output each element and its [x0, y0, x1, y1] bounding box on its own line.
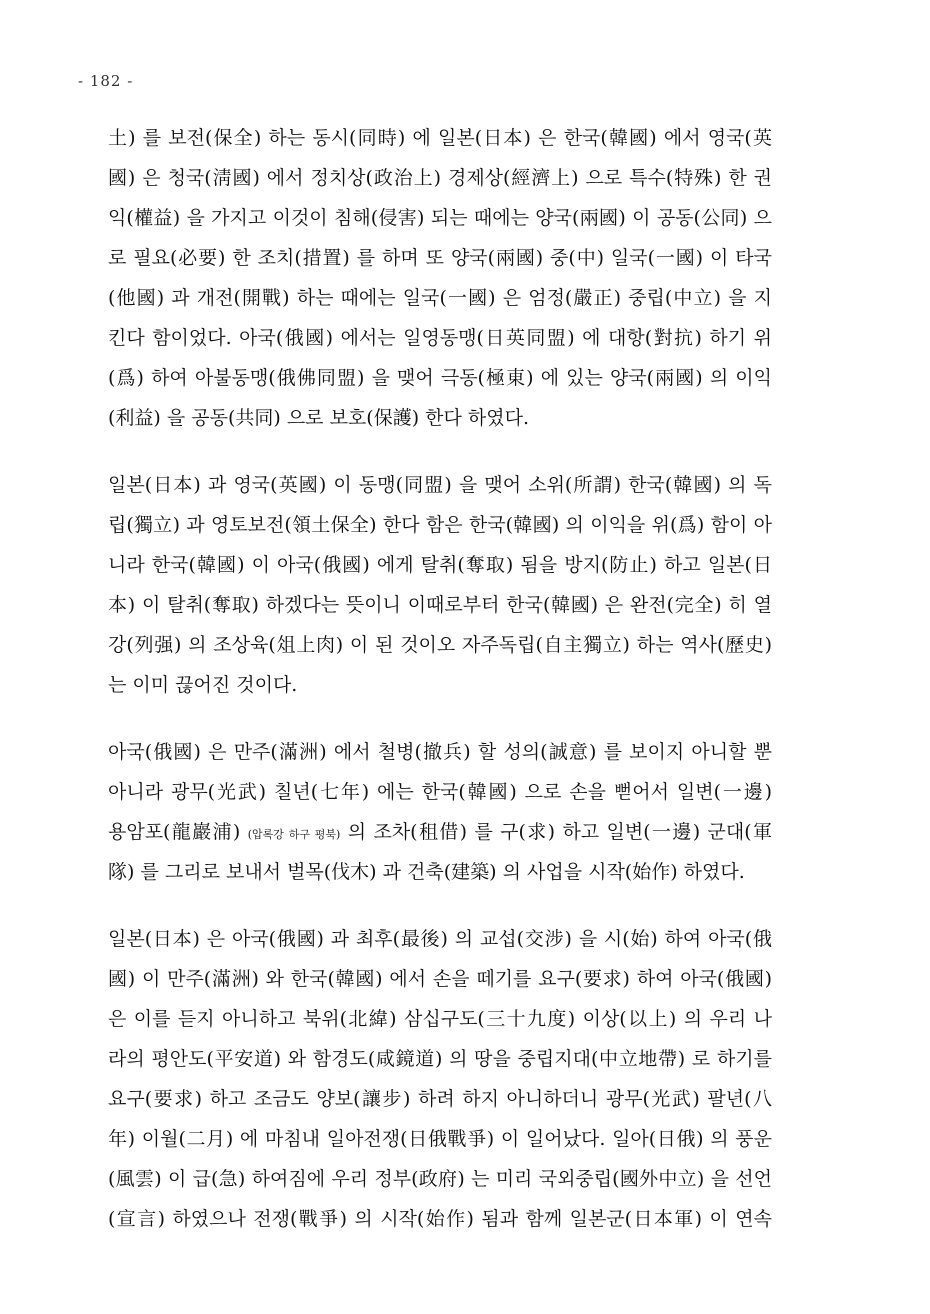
- paragraph-2: [108, 465, 772, 705]
- small-annotation: (압록강 하구 평북): [247, 828, 341, 841]
- text-line: 일본(日本) 은 아국(俄國) 과 최후(最後) 의 교섭(交涉) 을 시(始) 하여 아국(俄: [108, 928, 772, 950]
- text-line: 土) 를 보전(保全) 하는 동시(同時) 에 일본(日本) 은 한국(韓國) 에서 영국(英: [108, 127, 772, 149]
- page-body: [108, 118, 772, 1266]
- text-line: (爲) 하여 아불동맹(俄佛同盟) 을 맺어 극동(極東) 에 있는 양국(兩國) 의 이익: [108, 367, 772, 389]
- text-line: 國) 이 만주(滿洲) 와 한국(韓國) 에서 손을 떼기를 요구(要求) 하여 아국(俄國): [108, 968, 772, 990]
- paragraph-3: [108, 732, 772, 892]
- text-line: 아국(俄國) 은 만주(滿洲) 에서 철병(撤兵) 할 성의(誠意) 를 보이지 아니할 뿐: [108, 741, 772, 763]
- text-line: (風雲) 이 급(急) 하여짐에 우리 정부(政府) 는 미리 국외중립(國外中立) 을 선언: [108, 1168, 772, 1190]
- text-segment: 용암포(龍巖浦): [108, 821, 241, 843]
- text-line: 립(獨立) 과 영토보전(領土保全) 한다 함은 한국(韓國) 의 이익을 위(爲) 함이 아: [108, 514, 772, 536]
- text-line: 라의 평안도(平安道) 와 함경도(咸鏡道) 의 땅을 중립지대(中立地帶) 로 하기를: [108, 1048, 772, 1070]
- text-line: 는 이미 끊어진 것이다.: [108, 674, 298, 696]
- text-line-with-note: [108, 812, 772, 852]
- text-line: 國) 은 청국(淸國) 에서 정치상(政治上) 경제상(經濟上) 으로 특수(特殊) 한 권: [108, 167, 772, 189]
- text-line: 니라 한국(韓國) 이 아국(俄國) 에게 탈취(奪取) 됨을 방지(防止) 하고 일본(日: [108, 554, 772, 576]
- text-line: 아니라 광무(光武) 칠년(七年) 에는 한국(韓國) 으로 손을 뻗어서 일변(一邊): [108, 781, 772, 803]
- text-segment: 의 조차(租借) 를 구(求) 하고 일변(一邊) 군대(軍: [347, 821, 772, 843]
- text-line: 本) 이 탈취(奪取) 하겠다는 뜻이니 이때로부터 한국(韓國) 은 완전(完全) 히 열: [108, 594, 772, 616]
- text-line: 킨다 함이었다. 아국(俄國) 에서는 일영동맹(日英同盟) 에 대항(對抗) 하기 위: [108, 327, 772, 349]
- text-line: 年) 이월(二月) 에 마침내 일아전쟁(日俄戰爭) 이 일어났다. 일아(日俄) 의 풍운: [108, 1128, 772, 1150]
- text-line: [108, 852, 772, 892]
- text-line: 일본(日本) 과 영국(英國) 이 동맹(同盟) 을 맺어 소위(所謂) 한국(韓國) 의 독: [108, 474, 772, 496]
- text-line: 익(權益) 을 가지고 이것이 침해(侵害) 되는 때에는 양국(兩國) 이 공동(公同) 으: [108, 207, 772, 229]
- text-line: 강(列强) 의 조상육(俎上肉) 이 된 것이오 자주독립(自主獨立) 하는 역사(歷史): [108, 634, 772, 656]
- page-number: - 182 -: [78, 72, 134, 90]
- text-segment: 를 그리로 보내서 벌목(伐木) 과 건축(建築) 의 사업을 시작(始作) 하였다.: [140, 861, 745, 883]
- text-line: 로 필요(必要) 한 조치(措置) 를 하며 또 양국(兩國) 중(中) 일국(一國) 이 타국: [108, 247, 772, 269]
- text-line: (宣言) 하였으나 전쟁(戰爭) 의 시작(始作) 됨과 함께 일본군(日本軍) 이 연속: [108, 1208, 772, 1230]
- text-line: (他國) 과 개전(開戰) 하는 때에는 일국(一國) 은 엄정(嚴正) 중립(中立) 을 지: [108, 287, 772, 309]
- text-line: (利益) 을 공동(共同) 으로 보호(保護) 한다 하였다.: [108, 407, 530, 429]
- paragraph-4: [108, 919, 772, 1239]
- text-line: 은 이를 듣지 아니하고 북위(北緯) 삼십구도(三十九度) 이상(以上) 의 우리 나: [108, 1008, 772, 1030]
- text-segment: 隊): [108, 861, 135, 883]
- text-line: 요구(要求) 하고 조금도 양보(讓步) 하려 하지 아니하더니 광무(光武) 팔년(八: [108, 1088, 772, 1110]
- paragraph-1: [108, 118, 772, 438]
